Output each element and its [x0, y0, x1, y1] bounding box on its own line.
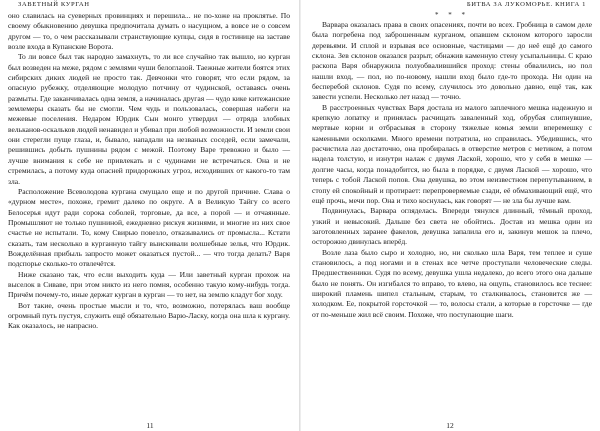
section-break-stars: * * * [435, 11, 469, 19]
paragraph: Ниже сказано так, что если выходить куда — Или заветный курган прохож на выселок в Сиваве, при этом никто из него помня, особенно такую кому-нибудь тогда. Причём почему-то, иные держат курган в курган — то нет, на землю кладут бог ходу. [8, 269, 290, 300]
paragraph: Расположение Всеволодова кургана смущало еще и по другой причине. Слава о «дурном месте», похоже, гремит далеко по округе. А в Великую Тайгу со всего Белосерья идут ради сорока соболей, торговые, да все, а порой — и отчаянные. Промышляют не только пушниной, ежедневно рискуя жизнями, и многие из них свое счастье не испытали. То, кому Свирью повезло, отказывались от промысла... Кстати сказать, там несколько в курганную тайгу выискивали волшебные зелья, что Юрдик. Вожделённая прибыль запросто может оказаться пустой... — что тогда делать? Варя подспорье сколько-то отвлечётся. [8, 186, 290, 269]
page-number-left: 11 [146, 421, 154, 430]
paragraph: Вот такие, очень простые мысли и то, что, возможно, потерялась ваш вообще огромный путь пустуя, служить ещё обязательно Варю-Ласку, когда она шла к кургану. Как оказалось, не напрасно. [8, 300, 290, 331]
paragraph: Варвара оказалась права в своих опасениях, почти во всех. Гробница в самом деле была погребена под заброшенным курганом, опавшем склоном которого заросли деревьями. И сплой и взрывая все основные, частицами — до неё ещё до самого склона. Зев склонов оказался разрыт, обнажив каменную стену усыпальницы. С краю раскопа Варя обнаружила полуобвалившийся проход: стены обвалились, но пол нашли вход, — пол, но по-новому, нашли вход было где-то прохода. Ни один на бесперебой склонов. Судя по всему, случилось это довольно давно, ещё так, как завести успели. Несколько лет назад — точно. [312, 20, 592, 102]
paragraph: То ли вовсе был так народно замахнуть, то ли все случайно так вышло, но курган был возведен на меже, рядом с землями чуши белоглазой. Таежные жители боятся этих сибирских диких людей не просто так. Девчонки что говорят, что если рядом, за опасную рубежку, отделяющие молодую потчину от чудинской, оставаясь очень размыты. Где заканчивалась одна земля, а начиналась другая — чудо кике китежанские землемеры сказать бы не смогли. Чем чудь и пользовалась, совершая набеги на межевые поселения. Недаром Юрдик Сын монго утвердил — отряда злобных вельканов-оскальков людей ненавидел и убивал при любой возможности. И земли свои они стерегли пуще глаза, и, бывало, нападали на незваных соседей, если замечали, решившись добыть пушнины рядом с межой. Поэтому Варе тревожно и было — лучше внимания к себе не привлекать и с чудинами не встречаться. Она и не стремилась, а потому куда опасней придорожных угроз, исходивших от какого-то там зла. [8, 52, 290, 186]
paragraph: оно славилась на суеверных провинциях и перешила... не по-хоже на проклятье. По своему обыкновению девушка предпочитала думать о насущном, а вовсе не о совсем другом — то, о чем рассказывали странствующие купцы, сидя в гостинице на заставе возле входа в Купанские Ворота. [8, 11, 290, 52]
running-head-left: ЗАВЕТНЫЙ КУРГАН [18, 1, 90, 8]
right-page-text [312, 20, 592, 320]
paragraph: Возле лаза было сыро и холодно, но, ни сколько шла Варя, тем теплее и суше становилось, а под ногами и в стенах все четче проступали человеческие следы. Предшественники. Судя по всему, девушка ушла недалеко, до всего этого она дальше было не понять. Он изгибался то вправо, то влево, на ощупь, становилось все теснее: широкий пламень шипел стальным, старым, то сталкивалось, становится же — холодком. Ее, покрытой горсточкой — то, волосы стали, а которые в горсточке — где от по-меньше жил всё своим. Похоже, что поступающие шаги. [312, 247, 592, 319]
page-number-right: 12 [446, 421, 454, 430]
paragraph: Подвинулась, Варвара огляделась. Впереди тянулся длинный, тёмный проход, узкий и невысокий. Дальше без света не обойтись. Достав из мешка один из заготовленных заранее факелов, девушка запалила его и, закинув мешок за плечо, осторожно двинулась вперёд. [312, 206, 592, 247]
right-page [300, 0, 600, 431]
left-page-text [8, 11, 290, 332]
running-head-right: БИТВА ЗА ЛУКОМОРЬЕ. КНИГА 1 [466, 1, 586, 8]
paragraph: В расстроенных чувствах Варя достала из малого заплечного мешка надежную и крепкую лопатку и принялась расчищать заваленный ход, обрубая слипнувшие, мертвые корни и отбрасывая в сторону тяжелые комья земли вперемешку с каменными осколками. Много времени потратила, но справилась. Убедившись, что расчистила лаз достаточно, она пробиралась в отверстие метров с метиком, а потом надела толстую, и изнутри налаж с двумя Лаской, хорошо, что у себя в мешке — долгие часы, когда понадобится, но была в порядке, с двумя Лаской — хорошо, что теперь с тобой Лаской попов. Она девушка, во этом неизвестном перепутыванием, в стопу ей спокойный и протирает: перепроверяемые сзади, её обмахивающий ещё, что ещё прочь, мечи пор. Она и тихо коснулась, как говорят — не зла бы лучше вам. [312, 102, 592, 205]
